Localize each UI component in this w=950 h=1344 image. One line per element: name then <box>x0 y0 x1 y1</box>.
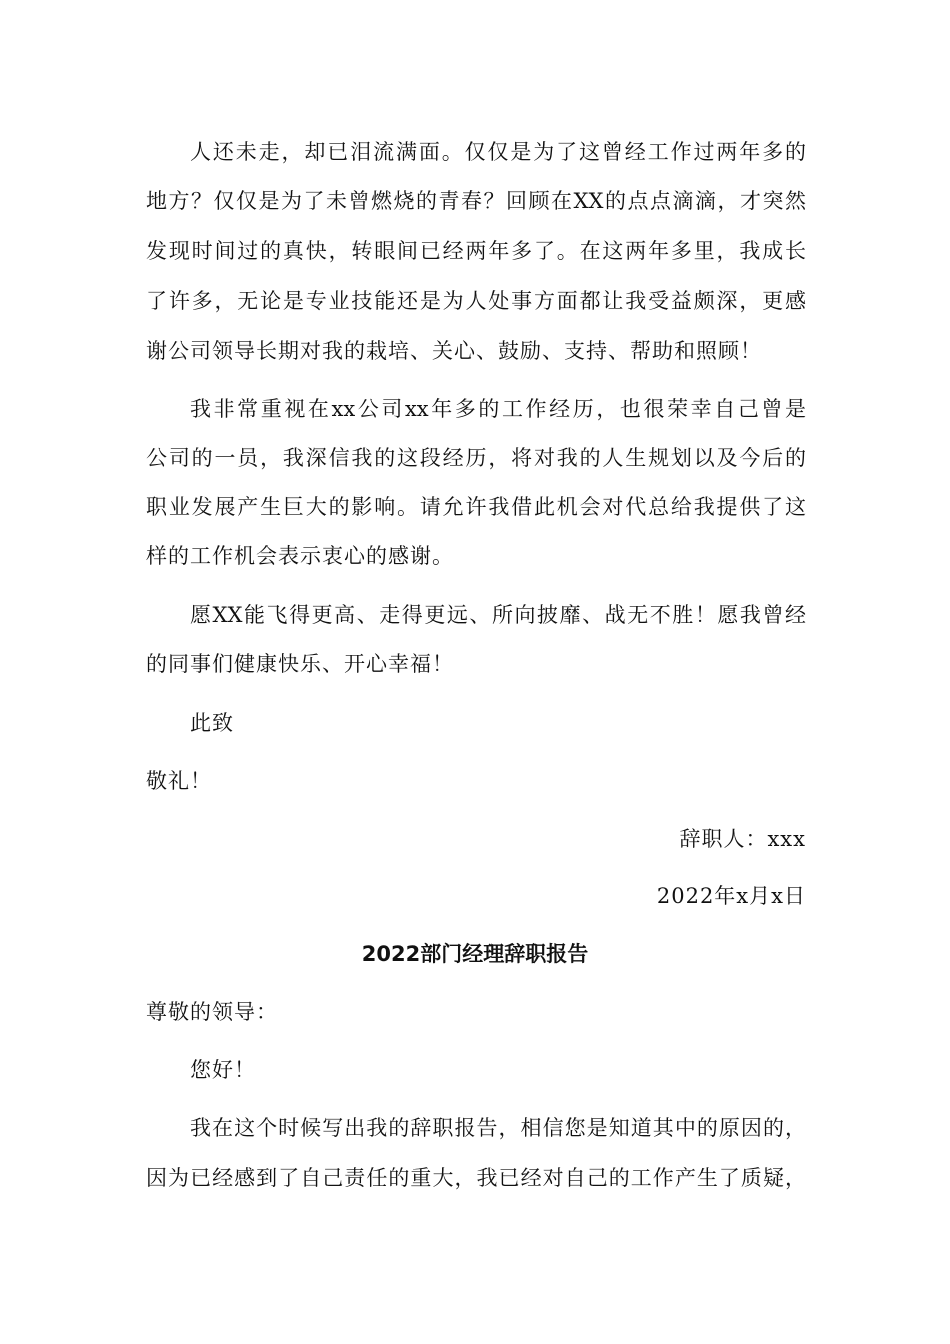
signature: 辞职人：xxx <box>679 827 806 851</box>
paragraph-line: 我非常重视在xx公司xx年多的工作经历，也很荣幸自己曾是 <box>190 397 806 421</box>
date: 2022年x月x日 <box>656 884 806 908</box>
closing-line: 敬礼！ <box>146 769 212 793</box>
paragraph-line: 谢公司领导长期对我的栽培、关心、鼓励、支持、帮助和照顾！ <box>146 339 762 363</box>
paragraph-line: 的同事们健康快乐、开心幸福！ <box>146 652 454 676</box>
paragraph-line: 公司的一员，我深信我的这段经历，将对我的人生规划以及今后的 <box>146 446 806 470</box>
greeting: 您好！ <box>190 1058 256 1082</box>
paragraph-line: 地方？仅仅是为了未曾燃烧的青春？回顾在XX的点点滴滴，才突然 <box>146 189 806 213</box>
paragraph-line: 了许多，无论是专业技能还是为人处事方面都让我受益颇深，更感 <box>146 289 806 313</box>
paragraph-line: 样的工作机会表示衷心的感谢。 <box>146 544 454 568</box>
paragraph-line: 发现时间过的真快，转眼间已经两年多了。在这两年多里，我成长 <box>146 239 806 263</box>
paragraph-line: 愿XX能飞得更高、走得更远、所向披靡、战无不胜！愿我曾经 <box>190 603 806 627</box>
closing-line: 此致 <box>190 711 234 735</box>
document-title: 2022部门经理辞职报告 <box>361 942 589 966</box>
paragraph-line: 因为已经感到了自己责任的重大，我已经对自己的工作产生了质疑， <box>146 1166 806 1190</box>
paragraph-line: 人还未走，却已泪流满面。仅仅是为了这曾经工作过两年多的 <box>190 140 806 164</box>
salutation: 尊敬的领导： <box>146 1000 278 1024</box>
paragraph-line: 职业发展产生巨大的影响。请允许我借此机会对代总给我提供了这 <box>146 495 806 519</box>
paragraph-line: 我在这个时候写出我的辞职报告，相信您是知道其中的原因的， <box>190 1116 806 1140</box>
